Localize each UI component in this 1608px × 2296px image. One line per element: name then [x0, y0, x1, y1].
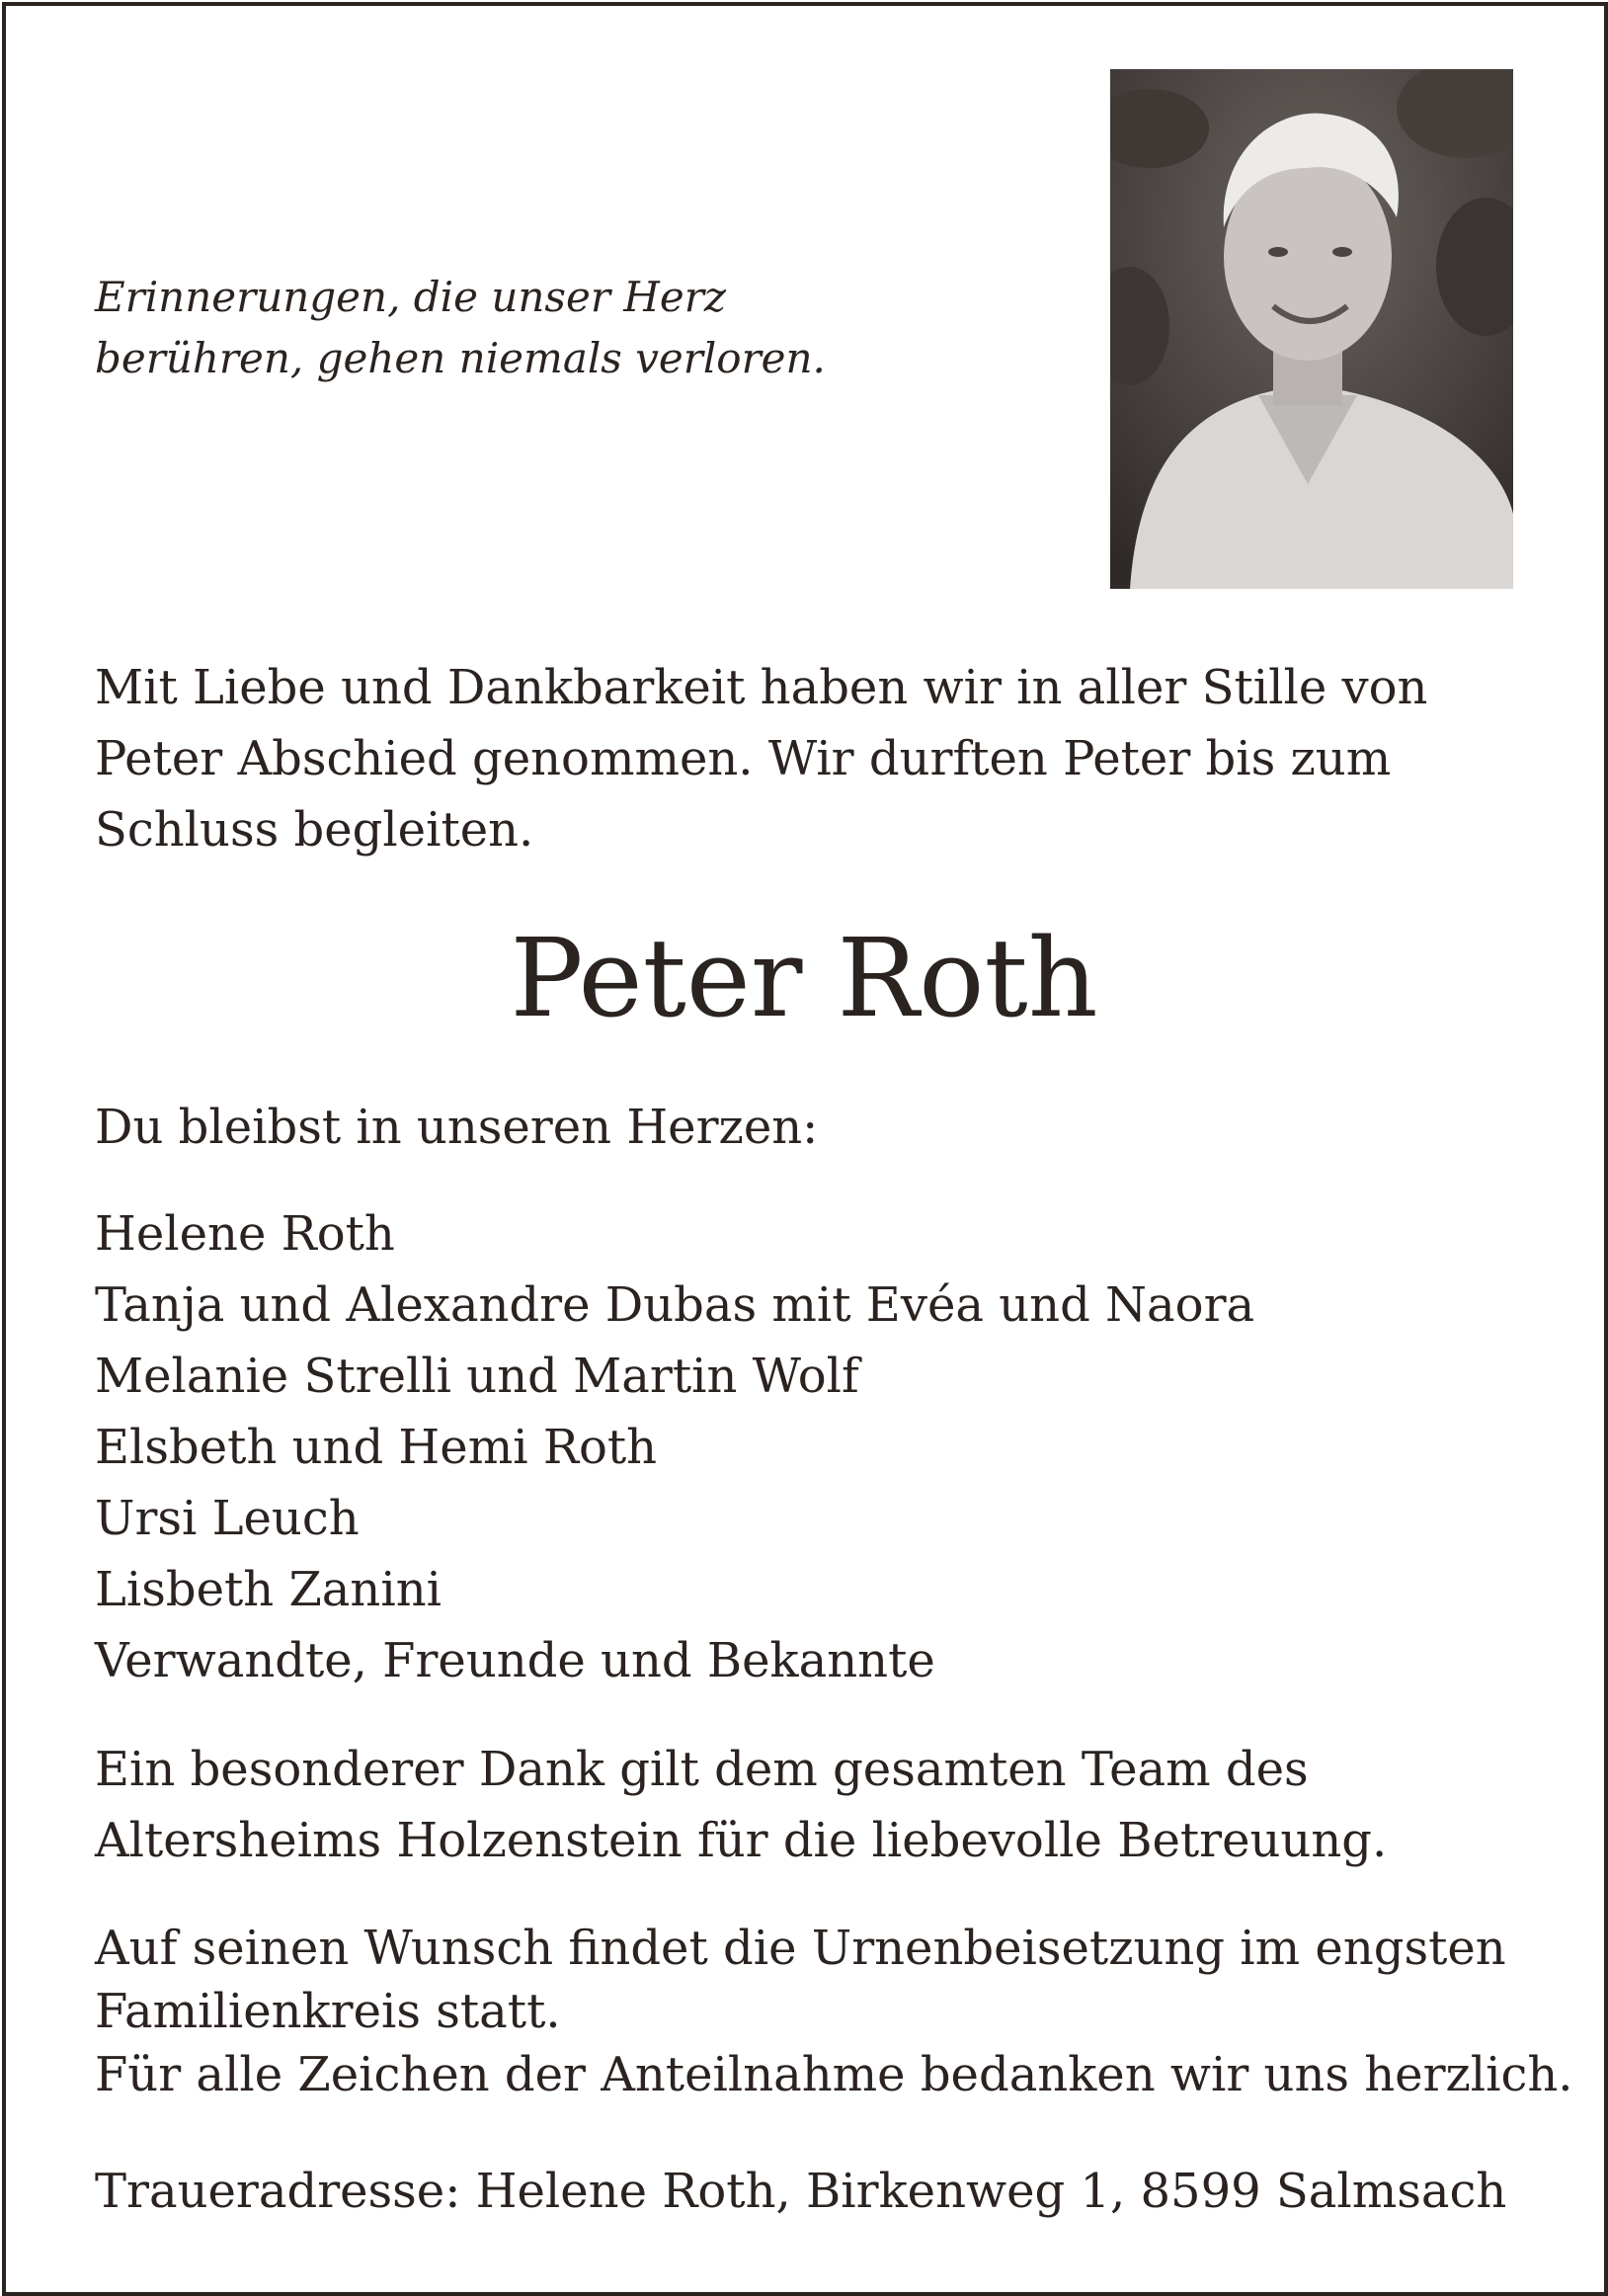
wish-paragraph	[95, 1917, 1573, 2106]
thanks-line-2: Altersheims Holzenstein für die liebevolle Betreuung.	[95, 1813, 1388, 1868]
motto-line-2: berühren, gehen niemals verloren.	[95, 334, 826, 382]
portrait-image	[1110, 69, 1513, 589]
thanks-paragraph	[95, 1734, 1517, 1876]
family-member: Tanja und Alexandre Dubas mit Evéa und Naora	[95, 1277, 1255, 1333]
family-list	[95, 1198, 1517, 1696]
portrait-photo	[1110, 69, 1513, 589]
mourning-address: Traueradresse: Helene Roth, Birkenweg 1, 8599 Salmsach	[95, 2164, 1507, 2219]
intro-line-2: Peter Abschied genommen. Wir durften Peter bis zum	[95, 731, 1392, 786]
wish-line-3: Für alle Zeichen der Anteilnahme bedanken wir uns herzlich.	[95, 2047, 1573, 2102]
motto-line-1: Erinnerungen, die unser Herz	[95, 273, 726, 321]
family-member: Melanie Strelli und Martin Wolf	[95, 1349, 859, 1404]
heart-line: Du bleibst in unseren Herzen:	[95, 1100, 819, 1155]
family-member: Lisbeth Zanini	[95, 1562, 442, 1617]
intro-line-1: Mit Liebe und Dankbarkeit haben wir in aller Stille von	[95, 660, 1428, 715]
wish-line-2: Familienkreis statt.	[95, 1984, 561, 2039]
family-member: Verwandte, Freunde und Bekannte	[95, 1633, 935, 1688]
thanks-line-1: Ein besonderer Dank gilt dem gesamten Team des	[95, 1742, 1309, 1797]
family-member: Helene Roth	[95, 1206, 395, 1262]
motto-quote	[95, 267, 984, 389]
family-member: Elsbeth und Hemi Roth	[95, 1420, 658, 1475]
deceased-name: Peter Roth	[510, 915, 1098, 1041]
intro-line-3: Schluss begleiten.	[95, 802, 534, 858]
wish-line-1: Auf seinen Wunsch findet die Urnenbeisetzung im engsten	[95, 1921, 1506, 1976]
intro-paragraph	[95, 652, 1517, 865]
family-member: Ursi Leuch	[95, 1491, 360, 1546]
